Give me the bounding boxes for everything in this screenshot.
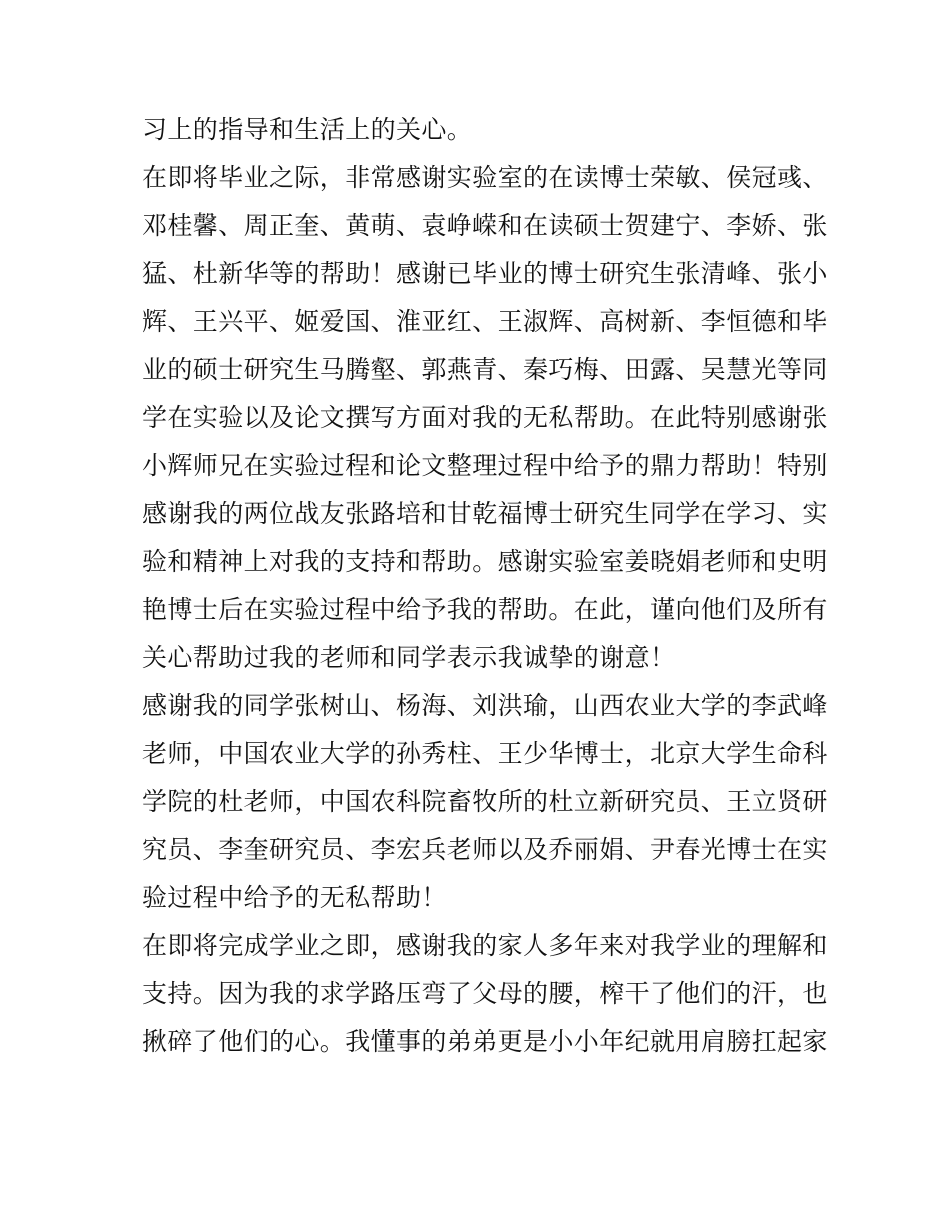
text-line: 感谢我的两位战友张路培和甘乾福博士研究生同学在学习、实 <box>142 499 828 528</box>
text-line: 支持。因为我的求学路压弯了父母的腰，榨干了他们的汗，也 <box>142 979 828 1008</box>
text-line: 究员、李奎研究员、李宏兵老师以及乔丽娟、尹春光博士在实 <box>142 835 828 864</box>
text-line: 邓桂馨、周正奎、黄萌、袁峥嵘和在读硕士贺建宁、李娇、张 <box>142 211 828 240</box>
acknowledgements-text <box>142 106 828 1066</box>
text-line: 关心帮助过我的老师和同学表示我诚挚的谢意！ <box>142 643 676 672</box>
text-line: 小辉师兄在实验过程和论文整理过程中给予的鼎力帮助！特别 <box>142 451 828 480</box>
text-line: 感谢我的同学张树山、杨海、刘洪瑜，山西农业大学的李武峰 <box>142 691 828 720</box>
text-line: 辉、王兴平、姬爱国、淮亚红、王淑辉、高树新、李恒德和毕 <box>142 307 828 336</box>
text-line: 验过程中给予的无私帮助！ <box>142 883 447 912</box>
text-line: 学在实验以及论文撰写方面对我的无私帮助。在此特别感谢张 <box>142 403 828 432</box>
text-line: 习上的指导和生活上的关心。 <box>142 115 473 144</box>
text-line: 业的硕士研究生马腾壑、郭燕青、秦巧梅、田露、吴慧光等同 <box>142 355 828 384</box>
text-line: 揪碎了他们的心。我懂事的弟弟更是小小年纪就用肩膀扛起家 <box>142 1027 828 1056</box>
text-line: 在即将毕业之际，非常感谢实验室的在读博士荣敏、侯冠彧、 <box>142 163 828 192</box>
text-line: 在即将完成学业之即，感谢我的家人多年来对我学业的理解和 <box>142 931 828 960</box>
text-line: 学院的杜老师，中国农科院畜牧所的杜立新研究员、王立贤研 <box>142 787 828 816</box>
text-line: 猛、杜新华等的帮助！感谢已毕业的博士研究生张清峰、张小 <box>142 259 828 288</box>
text-line: 老师，中国农业大学的孙秀柱、王少华博士，北京大学生命科 <box>142 739 828 768</box>
text-line: 艳博士后在实验过程中给予我的帮助。在此，谨向他们及所有 <box>142 595 828 624</box>
text-line: 验和精神上对我的支持和帮助。感谢实验室姜晓娟老师和史明 <box>142 547 828 576</box>
